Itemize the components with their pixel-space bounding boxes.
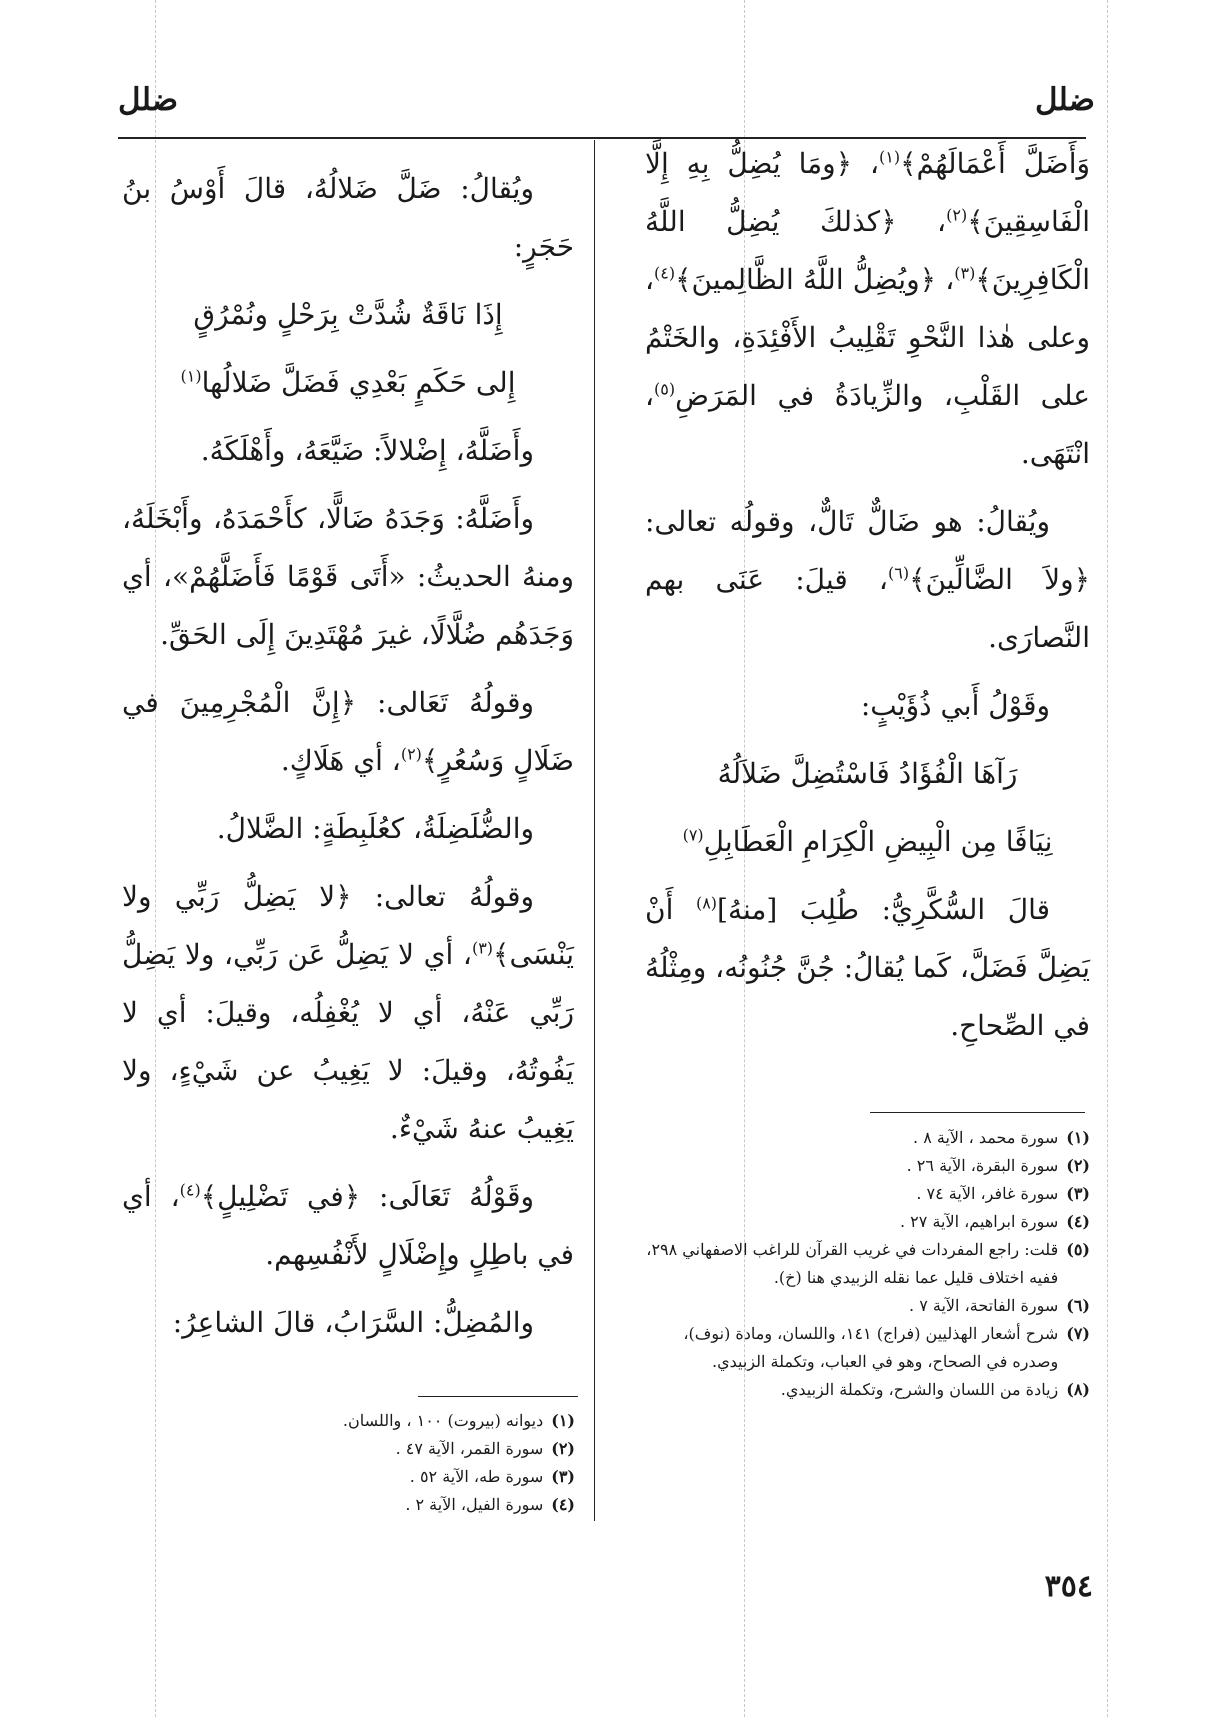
verse-line: إِلى حَكَمٍ بَعْدِي فَضَلَّ ضَلالُها$^{(١)}$ — [180, 366, 516, 399]
footnote-ref[interactable]: (٨) — [695, 893, 718, 913]
paragraph: وقولُهُ تعالى: ﴿لا يَضِلُّ رَبِّي ولا يَنْسَى﴾$^{(٣)}$، أي لا يَضِلُّ عَن رَبِّي، ولا يَضِلُّ رَبِّي عَنْهُ، أي لا يُغْفِلُه، وقيلَ: أي لا يَفُوتُهُ، وقيلَ: لا يَغِيبُ عن شَيْءٍ، ولا يَغِيبُ عنهُ شَيْءٌ. — [122, 880, 574, 1145]
right-footnotes — [642, 1124, 1090, 1404]
paragraph: ويُقالُ: ضَلَّ ضَلالُهُ، قالَ أَوْسُ بنُ حَجَرٍ: — [122, 172, 574, 263]
right-column — [645, 135, 1090, 1065]
footnote-ref[interactable]: (٦) — [887, 563, 910, 583]
paragraph: وأَضَلَّهُ، إِضْلالاً: ضَيَّعَهُ، وأَهْلَكَهُ. — [200, 434, 534, 467]
scan-guide-line — [1107, 0, 1108, 1717]
footnote: (٢) سورة القمر، الآية ٤٧ . — [395, 1439, 575, 1458]
paragraph: والضُّلَضِلَةُ، كعُلَبِطَةٍ: الضَّلالُ. — [216, 812, 534, 845]
paragraph: وقَوْلُهُ تَعَالَى: ﴿في تَضْلِيلٍ﴾$^{(٤)}$، أي في باطِلٍ وإِضْلَالٍ لأَنْفُسِهم. — [122, 1180, 574, 1271]
footnote: (٤) سورة ابراهيم، الآية ٢٧ . — [900, 1212, 1090, 1231]
footnote: (٦) سورة الفاتحة، الآية ٧ . — [909, 1296, 1090, 1315]
footnote-ref[interactable]: (٢) — [400, 744, 422, 764]
footnote-rule — [418, 1396, 578, 1397]
paragraph: والمُضِلُّ: السَّرَابُ، قالَ الشاعِرُ: — [172, 1306, 534, 1339]
footnote: (٣) سورة غافر، الآية ٧٤ . — [916, 1184, 1090, 1203]
paragraph: قالَ السُّكَّرِيُّ: طُلِبَ [منهُ]$^{(٨)}$ أَنْ يَضِلَّ فَضَلَّ، كَما يُقالُ: جُنَّ جُنُونُه، ومِثْلُهُ في الصِّحاحِ. — [645, 893, 1090, 1042]
verse-line: رَآهَا الْفُؤَادُ فَاسْتُضِلَّ ضَلاَلُهُ — [717, 757, 1018, 790]
footnote-ref[interactable]: (٧) — [682, 825, 704, 845]
page-number: ٣٥٤ — [1044, 1569, 1093, 1604]
footnote: (٥) قلت: راجع المفردات في غريب القرآن للراغب الاصفهاني ٢٩٨، ففيه اختلاف قليل عما نقله الزبيدي هنا (خ). — [646, 1240, 1090, 1287]
verse-line: إِذَا نَاقَةٌ شُدَّتْ بِرَحْلٍ ونُمْرُقٍ — [193, 298, 503, 331]
footnote-ref[interactable]: (٢) — [946, 205, 968, 225]
running-head-left: ضلل — [118, 82, 179, 118]
paragraph: وقَوْلُ أَبي ذُؤَيْبٍ: — [860, 689, 1050, 722]
footnote-ref[interactable]: (٣) — [471, 938, 494, 958]
footnote: (١) سورة محمد ، الآية ٨ . — [913, 1128, 1090, 1147]
running-head-right: ضلل — [1034, 82, 1095, 118]
footnote-rule — [870, 1112, 1085, 1113]
left-footnotes — [235, 1407, 575, 1519]
footnote-ref[interactable]: (٤) — [179, 1180, 201, 1200]
footnote: (١) ديوانه (بيروت) ١٠٠ ، واللسان. — [342, 1411, 575, 1430]
footnote: (٧) شرح أشعار الهذليين (فراج) ١٤١، واللسان، ومادة (نوف)، وصدره في الصحاح، وهو في العباب، وتكملة الزبيدي. — [683, 1324, 1090, 1371]
footnote: (٢) سورة البقرة، الآية ٢٦ . — [906, 1156, 1090, 1175]
footnote-ref[interactable]: (٤) — [654, 263, 676, 283]
footnote-ref[interactable]: (١) — [180, 366, 202, 386]
footnote: (٣) سورة طه، الآية ٥٢ . — [409, 1467, 575, 1486]
footnote: (٨) زيادة من اللسان والشرح، وتكملة الزبيدي. — [780, 1380, 1090, 1399]
footnote-ref[interactable]: (٥) — [654, 379, 676, 399]
footnote-ref[interactable]: (١) — [879, 147, 901, 167]
footnote: (٤) سورة الفيل، الآية ٢ . — [405, 1495, 575, 1514]
column-divider — [594, 140, 595, 1521]
paragraph: وأَضَلَّهُ: وَجَدَهُ ضَالًّا، كأَحْمَدَهُ، وأَبْخَلَهُ، ومنهُ الحديثُ: «أَتَى قَوْمًا فَأَضَلَّهُمْ»، أي وَجَدَهُم ضُلَّالًا، غيرَ مُهْتَدِينَ إِلَى الحَقِّ. — [122, 502, 574, 651]
paragraph: وَأَضَلَّ أَعْمَالَهُمْ﴾$^{(١)}$، ﴿ومَا يُضِلُّ بِهِ إِلَّا الْفَاسِقِينَ﴾$^{(٢)}$، ﴿كذلكَ يُضِلُّ اللَّهُ الْكَافِرِينَ﴾$^{(٣)}$، ﴿ويُضِلُّ اللَّهُ الظَّالِمينَ﴾$^{(٤)}$، وعلى هٰذا النَّحْوِ تَقْلِيبُ الأَفْئِدَةِ، والخَتْمُ على القَلْبِ، والزِّيادَةُ في المَرَضِ$^{(٥)}$، انْتَهَى. — [645, 147, 1090, 470]
paragraph: وقولُهُ تَعَالى: ﴿إِنَّ الْمُجْرِمِينَ في ضَلَالٍ وَسُعُرٍ﴾$^{(٢)}$، أي هَلَاكٍ. — [122, 686, 574, 777]
footnote-ref[interactable]: (٣) — [954, 263, 976, 283]
left-column — [122, 160, 574, 1362]
verse-line: نِيَافًا مِن الْبِيضِ الْكِرَامِ الْعَطَابِلِ$^{(٧)}$ — [682, 825, 1053, 858]
paragraph: ويُقالُ: هو ضَالٌّ تَالٌّ، وقولُه تعالى: ﴿ولاَ الضَّالِّينَ﴾$^{(٦)}$، قيلَ: عَنَى بهم النَّصارَى. — [645, 505, 1090, 654]
